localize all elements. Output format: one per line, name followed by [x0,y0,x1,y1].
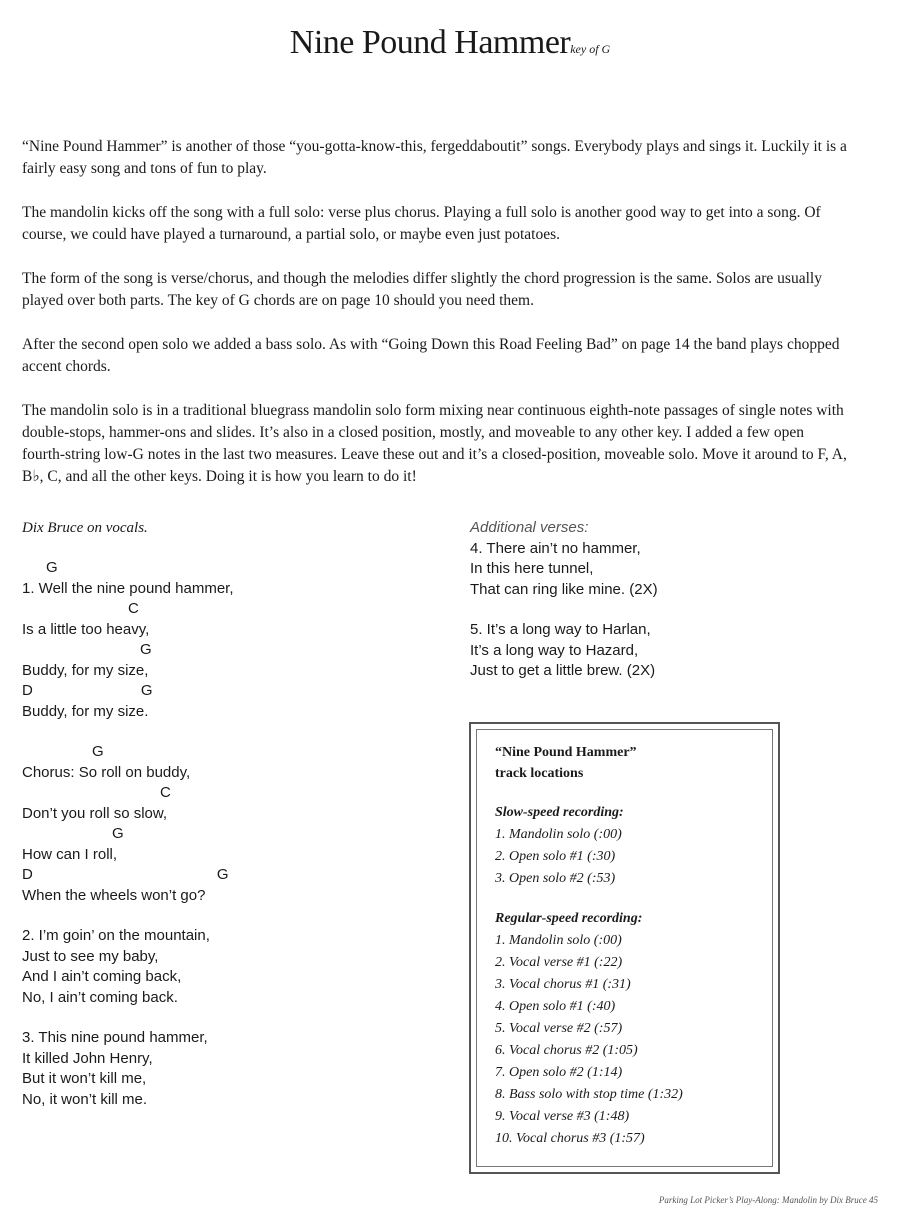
track-box-subtitle: track locations [495,766,584,781]
page-footer: Parking Lot Picker’s Play-Along: Mandolin by Dix Bruce 45 [658,1195,878,1205]
lyric-line: That can ring like mine. (2X) [470,580,658,598]
lyric-line: No, it won’t kill me. [22,1090,148,1108]
track-locations-box [469,722,780,1174]
lyric-line: Is a little too heavy, [22,620,150,638]
verse-2 [22,926,402,1008]
verse-3 [22,1028,402,1110]
track-item: 1. Mandolin solo (:00) [495,827,622,842]
track-item: 3. Vocal chorus #1 (:31) [495,977,631,992]
lyric-line: 4. There ain’t no hammer, [470,539,641,557]
chord: G [140,641,152,658]
slow-speed-header: Slow-speed recording: [495,805,624,820]
track-item: 6. Vocal chorus #2 (1:05) [495,1043,638,1058]
lyric-line: How can I roll, [22,845,118,863]
chord: G [92,743,104,760]
lyric-line: Just to see my baby, [22,947,159,965]
track-item: 2. Open solo #1 (:30) [495,849,616,864]
intro-text [22,136,847,510]
key-label: key of G [570,42,611,56]
intro-paragraph: After the second open solo we added a bass solo. As with “Going Down this Road Feeling Bad” on page 14 the band plays chopped accent chords. [22,336,840,375]
lyric-line: But it won’t kill me, [22,1070,147,1087]
lyric-line: Buddy, for my size, [22,661,149,679]
lyric-line: 1. Well the nine pound hammer, [22,579,234,597]
chord: G [216,866,229,883]
intro-paragraph: “Nine Pound Hammer” is another of those “you-gotta-know-this, fergeddaboutit” songs. Everybody plays and sings it. Luckily it is a fairly easy song and tons of fun to play. [22,138,847,177]
track-item: 5. Vocal verse #2 (:57) [495,1021,623,1036]
chord: G [140,682,153,699]
chord: D [22,682,33,699]
chord: G [46,559,58,576]
intro-paragraph: The form of the song is verse/chorus, and though the melodies differ slightly the chord progression is the same. Solos are usually played over both parts. The key of G chords are on page 10 should you need them. [22,270,822,309]
additional-verses-header: Additional verses: [470,519,589,536]
track-item: 9. Vocal verse #3 (1:48) [495,1109,630,1124]
intro-paragraph: The mandolin solo is in a traditional bluegrass mandolin solo form mixing near continuous eighth-note passages of single notes with double-stops, hammer-ons and slides. It’s also in a closed position, mostly, and moveable to any other key. I added a few open fourth-string low-G notes in the last two measures. Leave these out and it’s a closed-position, moveable solo. Move it around to F, A, B♭, C, and all the other keys. Doing it is how you learn to do it! [22,402,847,485]
vocal-credit: Dix Bruce on vocals. [22,520,148,536]
track-item: 10. Vocal chorus #3 (1:57) [495,1131,645,1146]
lyric-line: It’s a long way to Hazard, [470,641,639,659]
track-item: 3. Open solo #2 (:53) [495,871,616,886]
regular-speed-header: Regular-speed recording: [495,911,643,926]
lyric-line: 3. This nine pound hammer, [22,1029,208,1046]
lyric-line: 5. It’s a long way to Harlan, [470,621,651,638]
lyric-line: Buddy, for my size. [22,702,149,720]
lyric-line: No, I ain’t coming back. [22,988,178,1006]
lyric-line: Don’t you roll so slow, [22,804,168,822]
track-box-title: “Nine Pound Hammer” [495,745,637,760]
lyrics-column [22,558,402,1130]
chord: D [22,866,33,883]
chord: C [160,784,171,801]
song-title: Nine Pound Hammer [289,24,571,61]
lyric-line: It killed John Henry, [22,1049,153,1067]
chorus [22,742,402,906]
lyric-line: Just to get a little brew. (2X) [470,662,656,679]
chord: C [128,600,139,617]
track-locations-inner [476,729,773,1167]
intro-paragraph: The mandolin kicks off the song with a full solo: verse plus chorus. Playing a full solo is another good way to get into a song. Of course, we could have played a turnaround, a partial solo, or maybe even just potatoes. [22,204,821,243]
page-title [0,24,900,62]
lyric-line: Chorus: So roll on buddy, [22,763,191,781]
track-item: 2. Vocal verse #1 (:22) [495,955,623,970]
additional-verses [470,518,800,682]
lyric-line: 2. I’m goin’ on the mountain, [22,927,210,944]
track-item: 4. Open solo #1 (:40) [495,999,616,1014]
track-item: 8. Bass solo with stop time (1:32) [495,1087,683,1102]
track-item: 1. Mandolin solo (:00) [495,933,622,948]
lyric-line: When the wheels won’t go? [22,886,206,904]
track-item: 7. Open solo #2 (1:14) [495,1065,623,1080]
lyric-line: And I ain’t coming back, [22,968,182,985]
lyric-line: In this here tunnel, [470,560,594,577]
chord: G [112,825,124,842]
verse-1 [22,558,402,722]
